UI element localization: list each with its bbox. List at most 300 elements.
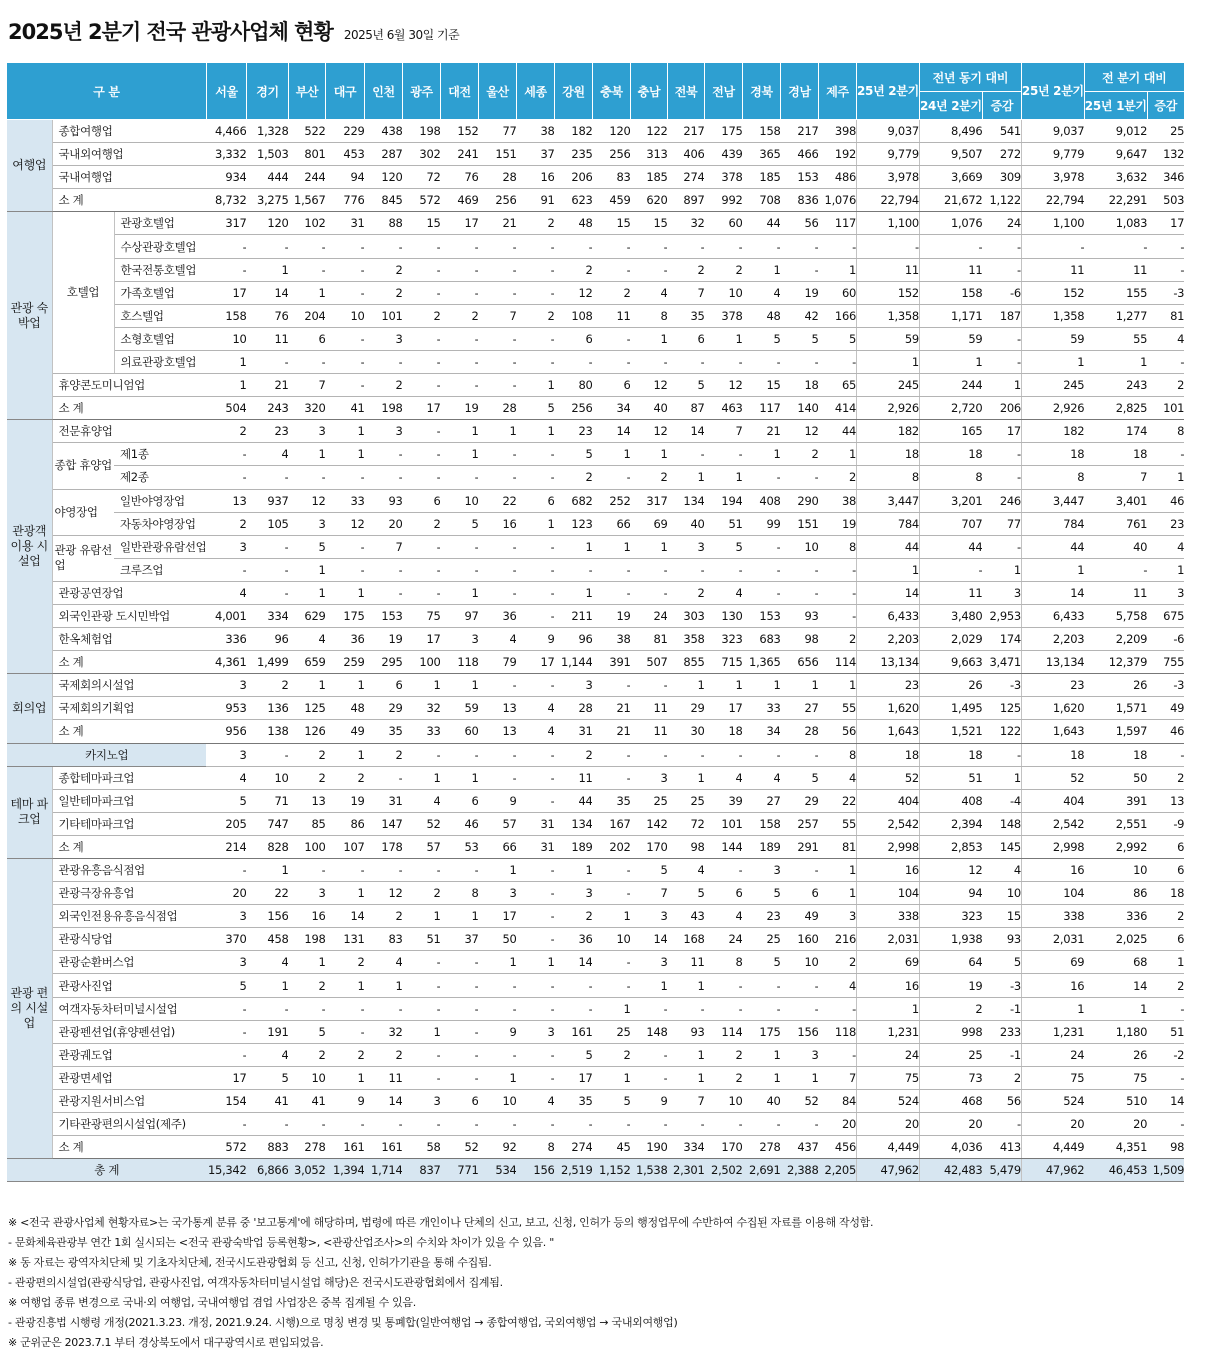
cell-value: - [325, 997, 364, 1020]
cell-value: 25 [742, 928, 780, 951]
cell-value: - [246, 581, 288, 604]
cell-value: 14 [554, 951, 592, 974]
cell-value: 144 [704, 835, 742, 858]
cell-value: 22,794 [1021, 189, 1084, 212]
cell-value: 204 [288, 304, 325, 327]
cell-value: 2,542 [856, 812, 919, 835]
cell-value: 1,643 [856, 720, 919, 743]
row-label: 제1종 [114, 443, 206, 466]
cell-value: 1,171 [919, 304, 982, 327]
cell-value: - [325, 281, 364, 304]
cell-value: 3 [818, 905, 856, 928]
cell-value: - [440, 1043, 478, 1066]
cell-value: - [516, 1066, 554, 1089]
cell-value: 444 [246, 166, 288, 189]
cell-value: 323 [704, 628, 742, 651]
header-region: 부산 [288, 63, 325, 120]
cell-value: 9,647 [1084, 143, 1147, 166]
cell-value: 4 [516, 720, 554, 743]
row-label: 국제회의시설업 [52, 674, 206, 697]
cell-value: 72 [402, 166, 440, 189]
cell-value: 41 [288, 1089, 325, 1112]
cell-value: 2 [704, 258, 742, 281]
cell-value: 7 [704, 420, 742, 443]
cell-value: - [402, 350, 440, 373]
cell-value: 81 [1147, 304, 1184, 327]
cell-value: 4,449 [1021, 1136, 1084, 1159]
cell-value: 2 [440, 304, 478, 327]
cell-value: 2 [667, 258, 704, 281]
cell-value: 1,076 [919, 212, 982, 235]
cell-value: - [630, 997, 667, 1020]
cell-value: 755 [1147, 651, 1184, 674]
cell-value: 391 [592, 651, 630, 674]
cell-value: 12 [780, 420, 818, 443]
cell-value: 185 [742, 166, 780, 189]
table-row [7, 558, 1184, 581]
header-region: 광주 [402, 63, 440, 120]
table-row [7, 397, 1184, 420]
cell-value: 6 [592, 374, 630, 397]
cell-value: 1 [856, 558, 919, 581]
cell-value: - [818, 1043, 856, 1066]
cell-value: 3,052 [288, 1159, 325, 1182]
cell-value: 11 [919, 581, 982, 604]
cell-value: - [667, 443, 704, 466]
cell-value: 44 [1021, 535, 1084, 558]
cell-value: 14 [667, 420, 704, 443]
cell-value: 194 [704, 489, 742, 512]
cell-value: 37 [516, 143, 554, 166]
cell-value: - [554, 1113, 592, 1136]
table-row [7, 581, 1184, 604]
cell-value: 15,342 [206, 1159, 246, 1182]
cell-value: 154 [206, 1089, 246, 1112]
cell-value: 2 [206, 512, 246, 535]
cell-value: 151 [478, 143, 516, 166]
table-row [7, 258, 1184, 281]
cell-value: 2,203 [856, 628, 919, 651]
cell-value: 24 [982, 212, 1021, 235]
cell-value: 1 [478, 420, 516, 443]
cell-value: 17 [402, 628, 440, 651]
cell-value: - [982, 258, 1021, 281]
cell-value: 59 [440, 697, 478, 720]
table-row [7, 789, 1184, 812]
cell-value: 122 [982, 720, 1021, 743]
cell-value: - [402, 743, 440, 766]
cell-value: 2,502 [704, 1159, 742, 1182]
cell-value: 6 [1147, 835, 1184, 858]
cell-value: - [982, 535, 1021, 558]
cell-value: - [478, 327, 516, 350]
cell-value: 1 [630, 327, 667, 350]
cell-value: 40 [667, 512, 704, 535]
row-label: 총 계 [7, 1159, 206, 1182]
cell-value: 244 [288, 166, 325, 189]
table-row [7, 304, 1184, 327]
cell-value: -1 [982, 997, 1021, 1020]
cell-value: 85 [288, 812, 325, 835]
cell-value: 3 [1147, 581, 1184, 604]
cell-value: 156 [780, 1020, 818, 1043]
table-row [7, 628, 1184, 651]
cell-value: 365 [742, 143, 780, 166]
cell-value: 229 [325, 120, 364, 143]
cell-value: 44 [554, 789, 592, 812]
cell-value: - [246, 535, 288, 558]
cell-value: 453 [325, 143, 364, 166]
table-row [7, 720, 1184, 743]
cell-value: 46,453 [1084, 1159, 1147, 1182]
cell-value: 23 [1147, 512, 1184, 535]
row-label: 관광순환버스업 [52, 951, 206, 974]
cell-value: 2 [325, 951, 364, 974]
cell-value: 3 [516, 1020, 554, 1043]
cell-value: 998 [919, 1020, 982, 1043]
cell-value: 69 [630, 512, 667, 535]
cell-value: 1 [206, 374, 246, 397]
cell-value: 1 [1147, 951, 1184, 974]
cell-value: 73 [919, 1066, 982, 1089]
cell-value: 6,866 [246, 1159, 288, 1182]
cell-value: 152 [1021, 281, 1084, 304]
table-row [7, 489, 1184, 512]
table-row [7, 327, 1184, 350]
cell-value: 278 [742, 1136, 780, 1159]
cell-value: 259 [325, 651, 364, 674]
cell-value: 1 [554, 859, 592, 882]
cell-value: 19 [818, 512, 856, 535]
cell-value: 120 [592, 120, 630, 143]
cell-value: - [780, 558, 818, 581]
cell-value: 1 [1147, 466, 1184, 489]
cell-value: 151 [780, 512, 818, 535]
cell-value: 69 [1021, 951, 1084, 974]
cell-value: 4 [246, 1043, 288, 1066]
cell-value: 126 [288, 720, 325, 743]
cell-value: - [402, 281, 440, 304]
cell-value: 40 [742, 1089, 780, 1112]
row-label: 제2종 [114, 466, 206, 489]
subcategory-label: 야영장업 [52, 489, 114, 535]
cell-value: 81 [818, 835, 856, 858]
cell-value: 29 [780, 789, 818, 812]
cell-value: 11 [919, 258, 982, 281]
cell-value: 22 [246, 882, 288, 905]
cell-value: 59 [856, 327, 919, 350]
row-label: 국내여행업 [52, 166, 206, 189]
cell-value: 5 [440, 512, 478, 535]
cell-value: 3,669 [919, 166, 982, 189]
table-row [7, 812, 1184, 835]
cell-value: 6 [667, 327, 704, 350]
cell-value: 1 [704, 674, 742, 697]
cell-value: 934 [206, 166, 246, 189]
cell-value: 32 [364, 1020, 402, 1043]
cell-value: 46 [440, 812, 478, 835]
cell-value: 42,483 [919, 1159, 982, 1182]
cell-value: 9,037 [1021, 120, 1084, 143]
cell-value: -6 [982, 281, 1021, 304]
cell-value: 3 [206, 674, 246, 697]
row-label: 휴양콘도미니엄업 [52, 374, 206, 397]
cell-value: 406 [667, 143, 704, 166]
cell-value: 5 [818, 327, 856, 350]
cell-value: 6 [704, 882, 742, 905]
cell-value: - [667, 997, 704, 1020]
cell-value: 17 [704, 697, 742, 720]
cell-value: 43 [667, 905, 704, 928]
cell-value: 101 [364, 304, 402, 327]
cell-value: 9 [478, 1020, 516, 1043]
cell-value: - [440, 1066, 478, 1089]
cell-value: 21 [592, 720, 630, 743]
cell-value: - [667, 350, 704, 373]
cell-value: 2 [818, 466, 856, 489]
cell-value: 165 [919, 420, 982, 443]
cell-value: 4 [206, 581, 246, 604]
cell-value: 175 [742, 1020, 780, 1043]
cell-value: 101 [704, 812, 742, 835]
cell-value: - [630, 258, 667, 281]
cell-value: 33 [402, 720, 440, 743]
cell-value: 2,998 [856, 835, 919, 858]
header-region: 제주 [818, 63, 856, 120]
cell-value: 2,853 [919, 835, 982, 858]
cell-value: 391 [1084, 789, 1147, 812]
cell-value: 9 [478, 789, 516, 812]
cell-value: - [780, 466, 818, 489]
cell-value: - [325, 558, 364, 581]
cell-value: - [592, 350, 630, 373]
cell-value: 883 [246, 1136, 288, 1159]
cell-value: 7 [1084, 466, 1147, 489]
cell-value: - [440, 258, 478, 281]
cell-value: - [592, 882, 630, 905]
cell-value: 35 [554, 1089, 592, 1112]
cell-value: 2 [982, 1066, 1021, 1089]
cell-value: - [982, 350, 1021, 373]
cell-value: 6 [780, 882, 818, 905]
cell-value: 4 [742, 281, 780, 304]
row-label: 관광지원서비스업 [52, 1089, 206, 1112]
cell-value: 38 [516, 120, 554, 143]
cell-value: 2,029 [919, 628, 982, 651]
cell-value: 291 [780, 835, 818, 858]
table-body [7, 120, 1184, 1182]
cell-value: 182 [1021, 420, 1084, 443]
cell-value: 98 [1147, 1136, 1184, 1159]
header-yoy: 전년 동기 대비 [919, 63, 1021, 92]
cell-value: - [325, 859, 364, 882]
cell-value: 1 [667, 974, 704, 997]
cell-value: 8,496 [919, 120, 982, 143]
cell-value: 13 [1147, 789, 1184, 812]
cell-value: 2 [288, 743, 325, 766]
header-region: 전남 [704, 63, 742, 120]
cell-value: 459 [592, 189, 630, 212]
cell-value: 21 [478, 212, 516, 235]
cell-value: 2 [667, 581, 704, 604]
cell-value: 1 [440, 905, 478, 928]
cell-value: 51 [919, 766, 982, 789]
cell-value: 8 [1147, 420, 1184, 443]
cell-value: - [478, 535, 516, 558]
cell-value: 91 [516, 189, 554, 212]
cell-value: 152 [440, 120, 478, 143]
cell-value: - [364, 766, 402, 789]
cell-value: 3,275 [246, 189, 288, 212]
cell-value: 404 [1021, 789, 1084, 812]
cell-value: 2 [364, 281, 402, 304]
cell-value: 336 [206, 628, 246, 651]
cell-value: 161 [554, 1020, 592, 1043]
cell-value: 31 [325, 212, 364, 235]
cell-value: 17 [206, 1066, 246, 1089]
cell-value: 1,100 [856, 212, 919, 235]
cell-value: 3,447 [856, 489, 919, 512]
cell-value: 2 [592, 1043, 630, 1066]
cell-value: 24 [630, 604, 667, 627]
cell-value: - [206, 1020, 246, 1043]
cell-value: 122 [630, 120, 667, 143]
cell-value: 659 [288, 651, 325, 674]
cell-value: - [592, 466, 630, 489]
cell-value: 1 [742, 258, 780, 281]
cell-value: - [592, 674, 630, 697]
cell-value: 1 [982, 374, 1021, 397]
cell-value: 72 [667, 812, 704, 835]
cell-value: 3 [206, 951, 246, 974]
row-label: 전문휴양업 [52, 420, 206, 443]
row-label: 소 계 [52, 835, 206, 858]
cell-value: - [630, 235, 667, 258]
cell-value: 243 [1084, 374, 1147, 397]
cell-value: 96 [554, 628, 592, 651]
cell-value: 438 [364, 120, 402, 143]
cell-value: 1,538 [630, 1159, 667, 1182]
cell-value: 25 [630, 789, 667, 812]
cell-value: 31 [364, 789, 402, 812]
cell-value: 130 [704, 604, 742, 627]
cell-value: 14 [630, 928, 667, 951]
cell-value: 134 [554, 812, 592, 835]
cell-value: 801 [288, 143, 325, 166]
cell-value: 620 [630, 189, 667, 212]
cell-value: 83 [364, 928, 402, 951]
cell-value: 5 [206, 974, 246, 997]
cell-value: 2 [364, 905, 402, 928]
cell-value: 458 [246, 928, 288, 951]
cell-value: 274 [554, 1136, 592, 1159]
cell-value: 3,332 [206, 143, 246, 166]
cell-value: 9 [325, 1089, 364, 1112]
cell-value: 48 [742, 304, 780, 327]
cell-value: 21 [246, 374, 288, 397]
cell-value: 2 [554, 466, 592, 489]
category-label: 테마 파크업 [7, 766, 52, 858]
cell-value: - [364, 1113, 402, 1136]
cell-value: -9 [1147, 812, 1184, 835]
cell-value: 6 [288, 327, 325, 350]
table-row [7, 420, 1184, 443]
cell-value: - [478, 974, 516, 997]
cell-value: 338 [1021, 905, 1084, 928]
cell-value: 4,449 [856, 1136, 919, 1159]
cell-value: 3 [667, 535, 704, 558]
cell-value: 4 [364, 951, 402, 974]
cell-value: 18 [1021, 743, 1084, 766]
cell-value: 338 [856, 905, 919, 928]
header-qoq-change: 증감 [1147, 92, 1184, 120]
title-bar [8, 16, 459, 46]
cell-value: 104 [1021, 882, 1084, 905]
cell-value: 1 [982, 558, 1021, 581]
cell-value: 18 [856, 443, 919, 466]
cell-value: 99 [742, 512, 780, 535]
cell-value: - [818, 997, 856, 1020]
cell-value: 1 [516, 512, 554, 535]
cell-value: -3 [1147, 674, 1184, 697]
cell-value: 41 [325, 397, 364, 420]
cell-value: 992 [704, 189, 742, 212]
cell-value: - [592, 581, 630, 604]
cell-value: 241 [440, 143, 478, 166]
cell-value: 272 [982, 143, 1021, 166]
cell-value: 1,571 [1084, 697, 1147, 720]
cell-value: 8,732 [206, 189, 246, 212]
row-label: 소형호텔업 [114, 327, 206, 350]
cell-value: - [440, 859, 478, 882]
cell-value: 2,025 [1084, 928, 1147, 951]
cell-value: -3 [1147, 281, 1184, 304]
cell-value: 211 [554, 604, 592, 627]
cell-value: 14 [1147, 1089, 1184, 1112]
cell-value: 1,122 [982, 189, 1021, 212]
footnote-line: ※ 군위군은 2023.7.1 부터 경상북도에서 대구광역시로 편입되었음. [8, 1336, 324, 1349]
cell-value: 22 [818, 789, 856, 812]
cell-value: 10 [982, 882, 1021, 905]
cell-value: 11 [1021, 258, 1084, 281]
cell-value: 198 [288, 928, 325, 951]
cell-value: 5 [206, 789, 246, 812]
cell-value: 4 [667, 859, 704, 882]
cell-value: 1,509 [1147, 1159, 1184, 1182]
row-label: 한국전통호텔업 [114, 258, 206, 281]
cell-value: 14 [1084, 974, 1147, 997]
table-row [7, 443, 1184, 466]
cell-value: 3 [554, 674, 592, 697]
header-region: 서울 [206, 63, 246, 120]
cell-value: 44 [919, 535, 982, 558]
cell-value: 2 [325, 766, 364, 789]
cell-value: 161 [364, 1136, 402, 1159]
cell-value: 1,620 [856, 697, 919, 720]
cell-value: 323 [919, 905, 982, 928]
cell-value: 14 [364, 1089, 402, 1112]
cell-value: - [364, 558, 402, 581]
table-row [7, 281, 1184, 304]
cell-value: - [982, 1113, 1021, 1136]
cell-value: - [516, 997, 554, 1020]
cell-value: - [516, 235, 554, 258]
cell-value: - [402, 535, 440, 558]
cell-value: 295 [364, 651, 402, 674]
header-region: 인천 [364, 63, 402, 120]
cell-value: - [667, 1113, 704, 1136]
cell-value: 3 [288, 512, 325, 535]
